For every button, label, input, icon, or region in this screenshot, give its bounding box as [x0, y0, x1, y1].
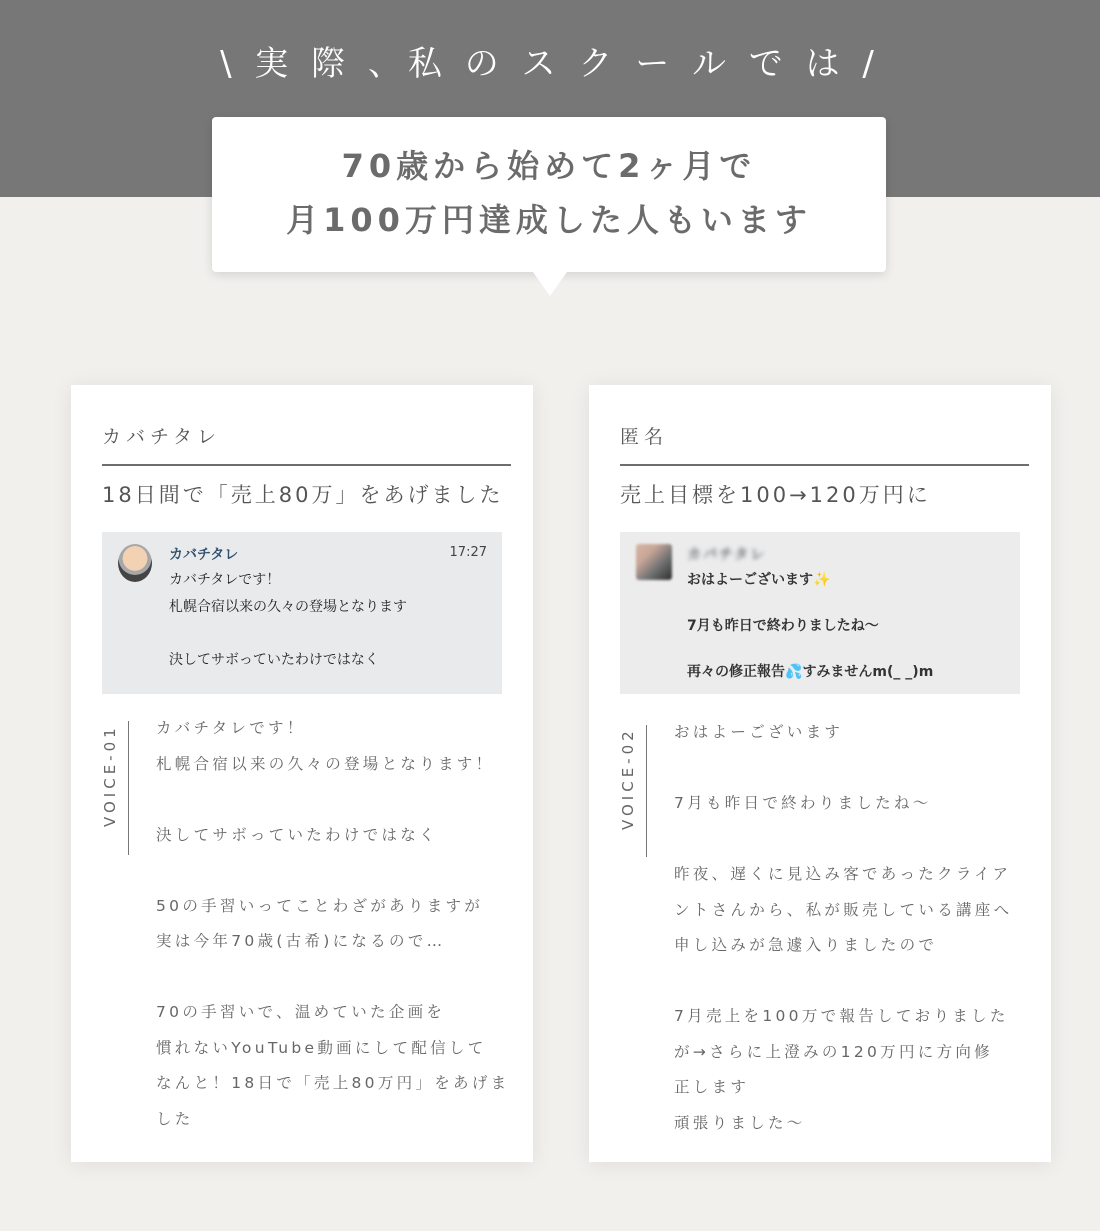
voice-divider-line [646, 725, 647, 857]
voice-text-line: 申し込みが急遽入りましたので [674, 936, 938, 954]
speech-bubble [212, 117, 886, 272]
voice-text-line: 実は今年70歳(古希)になるので… [156, 932, 446, 950]
spacer [156, 853, 516, 889]
chat-message [687, 662, 1012, 682]
chat-message: 札幌合宿以来の久々の登場となります [169, 599, 407, 615]
chat-message-text: 再々の修正報告 [687, 664, 785, 680]
voice-text-line: 札幌合宿以来の久々の登場となります！ [156, 754, 495, 773]
chat-screenshot [620, 532, 1020, 694]
chat-timestamp: 17:27 [449, 545, 487, 560]
chat-message: 決してサボっていたわけではなく [169, 652, 379, 668]
voice-text-line: カバチタレです！ [156, 719, 306, 737]
chat-message: カバチタレです！ [169, 572, 281, 588]
voice-text-line: 昨夜、遅くに見込み客であったクライア [674, 865, 1012, 883]
avatar [118, 544, 152, 582]
voice-text-line: 慣れないYouTube動画にして配信して [156, 1038, 487, 1057]
spacer [674, 751, 1034, 787]
voice-text-line: 正します [674, 1078, 750, 1096]
spacer [674, 822, 1034, 858]
bubble-line-2: 月100万円達成した人もいます [286, 201, 812, 239]
avatar [636, 544, 672, 580]
voice-divider-line [128, 721, 129, 855]
chat-message [687, 570, 1012, 590]
voice-text-line: 7月も昨日で終わりましたね～ [674, 794, 932, 812]
voice-author-name: カバチタレ [102, 426, 222, 448]
chat-username: カバチタレ [169, 547, 239, 563]
voice-label: VOICE-01 [101, 724, 119, 827]
voice-body [156, 711, 516, 1137]
voice-headline: 売上目標を100→120万円に [620, 483, 931, 507]
divider [620, 464, 1029, 466]
spacer [674, 964, 1034, 1000]
voice-text-line: した [156, 1109, 194, 1128]
chat-message-text: おはよーございます [687, 572, 813, 588]
voice-label: VOICE-02 [619, 727, 637, 830]
chat-message-text: すみませんm(_ _)m [802, 664, 934, 680]
voice-text-line: ントさんから、私が販売している講座へ [674, 900, 1013, 919]
voice-headline: 18日間で「売上80万」をあげました [102, 483, 504, 507]
divider [102, 464, 511, 466]
bubble-line-1: 70歳から始めて2ヶ月で [341, 147, 757, 185]
voice-text-line: おはよーございます [674, 723, 844, 741]
voice-text-line: 50の手習いってことわざがありますが [156, 896, 484, 915]
spacer [156, 960, 516, 996]
voice-text-line: 70の手習いで、温めていた企画を [156, 1003, 446, 1021]
chat-message: 7月も昨日で終わりましたね～ [687, 618, 879, 634]
voice-text-line: 頑張りました～ [674, 1113, 806, 1132]
chat-screenshot [102, 532, 502, 694]
voice-author-name: 匿名 [620, 426, 669, 448]
spacer [156, 782, 516, 818]
chat-username: カバチタレ [687, 547, 767, 563]
voice-card-2 [589, 385, 1051, 1162]
voice-card-1 [71, 385, 533, 1162]
voice-body [674, 715, 1034, 1141]
voice-text-line: なんと！18日で「売上80万円」をあげま [156, 1074, 510, 1092]
voice-text-line: 決してサボっていたわけではなく [156, 825, 438, 844]
sweat-droplets-icon: 💦 [785, 664, 803, 680]
voice-text-line: 7月売上を100万で報告しておりました [674, 1007, 1009, 1025]
voice-text-line: が→さらに上澄みの120万円に方向修 [674, 1042, 993, 1061]
sparkles-icon: ✨ [813, 572, 831, 588]
section-title: \ 実 際 、私 の ス ク ー ル で は / [220, 44, 880, 84]
